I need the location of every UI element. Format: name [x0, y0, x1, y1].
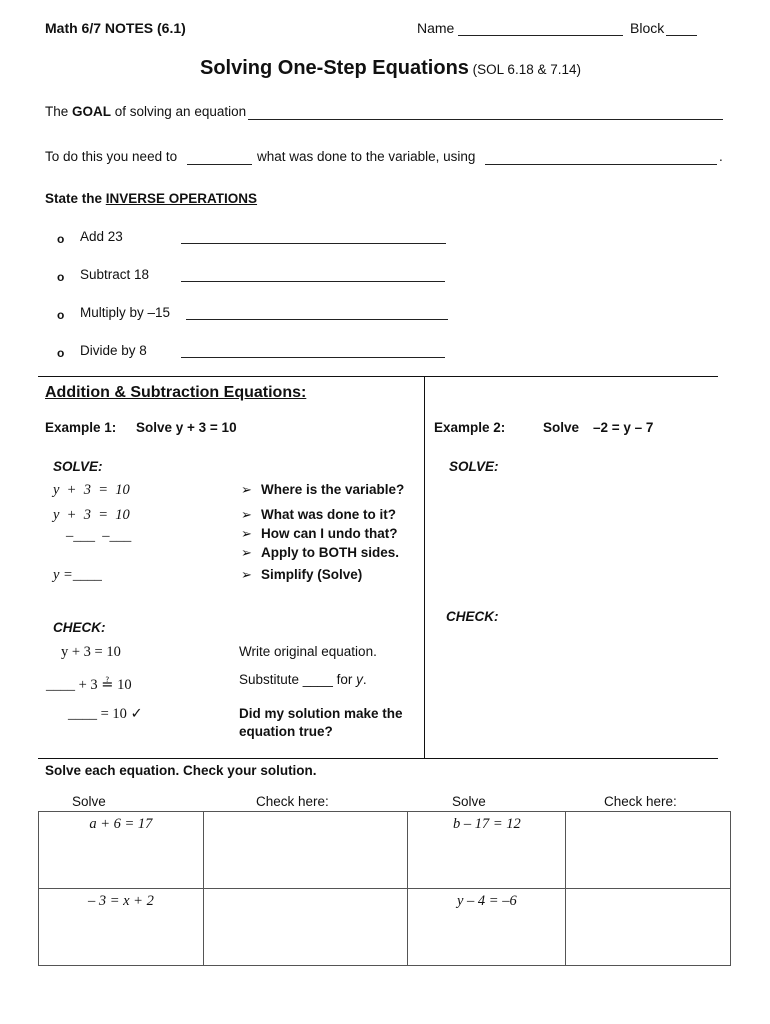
inverse-item: Subtract 18 [80, 267, 150, 282]
step-item: What was done to it? [261, 507, 396, 522]
inverse-heading [45, 191, 257, 206]
goal-bold: GOAL [72, 104, 112, 119]
title-sol: (SOL 6.18 & 7.14) [472, 62, 581, 77]
problem-cell[interactable] [408, 812, 566, 889]
inverse-item: Divide by 8 [80, 343, 147, 358]
solve-label: SOLVE: [53, 459, 103, 474]
check-note-3b: equation true? [239, 724, 333, 739]
arrow-bullet-icon: ➢ [241, 526, 252, 541]
practice-heading: Solve each equation. Check your solution. [45, 763, 317, 778]
problem-equation: – 3 = x + 2 [87, 893, 154, 909]
check-label-2: CHECK: [446, 609, 499, 624]
addsub-heading: Addition & Subtraction Equations: [45, 384, 307, 401]
problem-cell[interactable] [39, 812, 204, 889]
bullet-icon: o [57, 346, 65, 360]
problem-cell[interactable] [408, 889, 566, 966]
section-divider-bottom [38, 758, 718, 759]
goal-blank[interactable] [248, 119, 723, 120]
check-note-1: Write original equation. [239, 644, 377, 659]
block-label: Block [630, 20, 665, 36]
arrow-bullet-icon: ➢ [241, 567, 252, 582]
course-label: Math 6/7 NOTES (6.1) [45, 20, 186, 36]
todo-part2: what was done to the variable, using [257, 149, 476, 164]
practice-table [38, 811, 731, 966]
inverse-blank[interactable] [181, 281, 445, 282]
example1-label-text: Example 1: [45, 420, 117, 435]
arrow-bullet-icon: ➢ [241, 545, 252, 560]
todo-part1: To do this you need to [45, 149, 178, 164]
solve-subtract-blanks[interactable]: –___ –___ [66, 528, 132, 544]
example2-solve: Solve [543, 420, 580, 435]
problem-equation: y – 4 = –6 [456, 893, 517, 909]
check-equation-3[interactable]: ____ = 10 ✓ [68, 706, 143, 722]
example1-task: Solve y + 3 = 10 [136, 420, 237, 435]
check-note-2 [239, 672, 367, 687]
problem-equation: a + 6 = 17 [89, 816, 153, 832]
inverse-heading-prefix: State the [45, 191, 106, 206]
todo-end: . [719, 149, 723, 164]
title-main: Solving One-Step Equations [200, 57, 469, 79]
block-blank[interactable] [666, 35, 697, 36]
solve-equation-2: y + 3 = 10 [53, 507, 130, 523]
solve-equation-1: y + 3 = 10 [53, 482, 130, 498]
goal-prefix: The [45, 104, 73, 119]
problem-equation: b – 17 = 12 [452, 816, 521, 832]
table-row [39, 812, 731, 889]
solve-answer[interactable]: y =____ [53, 567, 102, 583]
check-cell[interactable] [566, 889, 731, 966]
check-label: CHECK: [53, 620, 106, 635]
example1-label [45, 420, 116, 435]
inverse-heading-bold: INVERSE OPERATIONS [105, 191, 258, 206]
arrow-bullet-icon: ➢ [241, 507, 252, 522]
step-item: Where is the variable? [261, 482, 405, 497]
check-note-2-var: y [356, 672, 363, 687]
solve-label-2: SOLVE: [449, 459, 499, 474]
inverse-blank[interactable] [181, 243, 446, 244]
todo-blank-2[interactable] [485, 164, 717, 165]
step-item: How can I undo that? [261, 526, 398, 541]
bullet-icon: o [57, 232, 65, 246]
table-row [39, 889, 731, 966]
section-divider-vertical [424, 376, 425, 758]
step-item: Apply to BOTH sides. [261, 545, 400, 560]
col-header-check-2: Check here: [604, 794, 677, 809]
check-equation-2[interactable]: ____ + 3 ≟ 10 [46, 677, 132, 693]
bullet-icon: o [57, 270, 65, 284]
col-header-solve: Solve [72, 794, 106, 809]
goal-suffix: of solving an equation [111, 104, 247, 119]
todo-blank-1[interactable] [187, 164, 252, 165]
col-header-check: Check here: [256, 794, 329, 809]
inverse-item: Multiply by –15 [80, 305, 171, 320]
example2-label: Example 2: [434, 420, 506, 435]
page-title [200, 57, 581, 80]
check-cell[interactable] [203, 889, 408, 966]
check-note-2-post: . [362, 672, 367, 687]
inverse-blank[interactable] [181, 357, 445, 358]
inverse-blank[interactable] [186, 319, 448, 320]
name-label: Name [417, 20, 455, 36]
check-note-3a: Did my solution make the [239, 706, 403, 721]
arrow-bullet-icon: ➢ [241, 482, 252, 497]
check-cell[interactable] [566, 812, 731, 889]
col-header-solve-2: Solve [452, 794, 486, 809]
check-cell[interactable] [203, 812, 408, 889]
check-note-2-pre: Substitute ____ for [239, 672, 357, 687]
bullet-icon: o [57, 308, 65, 322]
section-divider-top [38, 376, 718, 377]
step-item: Simplify (Solve) [261, 567, 363, 582]
example2-equation: –2 = y – 7 [593, 420, 654, 435]
problem-cell[interactable] [39, 889, 204, 966]
inverse-item: Add 23 [80, 229, 123, 244]
goal-prompt [45, 104, 246, 119]
name-blank[interactable] [458, 35, 623, 36]
check-equation-1: y + 3 = 10 [61, 644, 121, 660]
